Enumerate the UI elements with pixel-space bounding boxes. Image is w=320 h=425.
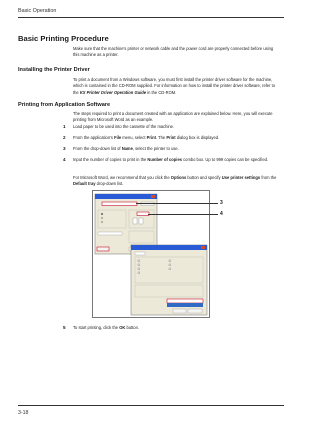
page-number: 3-18 <box>18 410 29 416</box>
step2-text-3: . The <box>155 135 167 140</box>
collate-icon-1 <box>133 218 137 224</box>
step-number-2: 2 <box>63 135 66 140</box>
step2-text-4: dialog box is displayed. <box>175 135 220 140</box>
callout-4: 4 <box>220 211 223 217</box>
install-paragraph <box>73 77 278 96</box>
step4-note-1: For Microsoft Word, we recommend that you click the <box>73 175 171 180</box>
step4-note-2: button and specify <box>186 175 222 180</box>
page-title: Basic Printing Procedure <box>18 34 109 43</box>
print-what-field <box>98 232 122 235</box>
step2-text-1: From the application's <box>73 135 115 140</box>
header-rule <box>18 17 284 18</box>
radio-all <box>101 213 103 215</box>
step5-text-1: To start printing, click the <box>73 325 120 330</box>
options-ok-button <box>173 309 186 313</box>
step3-name: Name <box>121 146 133 151</box>
step3-text-1: From the drop-down list of <box>73 146 122 151</box>
checkbox-3 <box>138 268 140 270</box>
collate-icon-2 <box>139 218 143 224</box>
options-cancel-button <box>188 309 202 313</box>
step5-ok: OK <box>119 325 126 330</box>
section-heading-install: Installing the Printer Driver <box>18 67 90 73</box>
step-number-1: 1 <box>63 124 66 129</box>
checkbox-7 <box>169 268 171 270</box>
callout-3: 3 <box>220 200 223 206</box>
options-dialog-titlebar <box>131 245 207 250</box>
step2-text-2: menu, select <box>121 135 147 140</box>
running-head: Basic Operation <box>18 8 57 14</box>
step2-file: File <box>114 135 122 140</box>
options-tab <box>135 252 145 255</box>
step-number-4: 4 <box>63 157 66 162</box>
step5-text-2: button. <box>125 325 139 330</box>
step-text-5 <box>73 325 278 331</box>
step4-text-2: combo box. Up to 999 copies can be specified. <box>182 157 269 162</box>
step-text-4 <box>73 157 278 163</box>
print-paragraph: The steps required to print a document created with an application are explained below. Here, you will execute printing from Microsoft Word as an example. <box>73 111 273 123</box>
step3-text-2: , select the printer to use. <box>132 146 179 151</box>
step4-use-printer-settings: Use printer settings <box>221 175 261 180</box>
step4-text-1: Input the number of copies to print in the <box>73 157 148 162</box>
step-number-3: 3 <box>63 146 66 151</box>
default-tray-highlight <box>167 303 203 307</box>
section-heading-print: Printing from Application Software <box>18 102 111 108</box>
checkbox-1 <box>138 260 140 262</box>
step4-note-3: from the <box>260 175 277 180</box>
checkbox-6 <box>169 264 171 266</box>
default-tray-dropdown <box>167 299 203 303</box>
options-close-icon <box>201 246 205 249</box>
step2-print-dialog: Print <box>166 135 176 140</box>
install-text-a: To print a document from a Windows software, you must first install the printer driver software for the machine, which is contained in the CD-ROM supplied. For information on how to install the printer driver software, refer to the <box>73 77 276 95</box>
checkbox-4 <box>138 272 140 274</box>
printer-name-field <box>102 202 137 206</box>
close-icon <box>151 195 155 198</box>
checkbox-2 <box>138 264 140 266</box>
dialog-screenshot <box>92 190 210 318</box>
step-4-note <box>73 175 278 188</box>
step4-options: Options <box>170 175 187 180</box>
step-text-2 <box>73 135 278 141</box>
checkbox-5 <box>169 260 171 262</box>
callout-line-4 <box>148 214 218 215</box>
options-button <box>97 247 109 251</box>
footer-rule <box>18 405 284 406</box>
step-text-3 <box>73 146 278 152</box>
guide-title: KX Printer Driver Operation Guide <box>79 89 147 95</box>
intro-paragraph: Make sure that the machine's printer or network cable and the power cord are properly connected before using this machine as a printer. <box>73 46 274 58</box>
step4-copies: Number of copies <box>147 157 182 162</box>
step4-note-4: drop-down list. <box>95 181 124 187</box>
dialog-screenshot-drawing <box>93 191 210 318</box>
step-text-1: Load paper to be used into the cassette of the machine. <box>73 124 175 129</box>
print-dialog-titlebar <box>95 194 157 199</box>
step2-print: Print <box>146 135 156 140</box>
callout-line-3 <box>136 203 218 204</box>
install-text-b: in the CD-ROM. <box>146 89 177 95</box>
step4-default-tray: Default tray <box>73 181 96 187</box>
step-number-5: 5 <box>63 325 66 330</box>
